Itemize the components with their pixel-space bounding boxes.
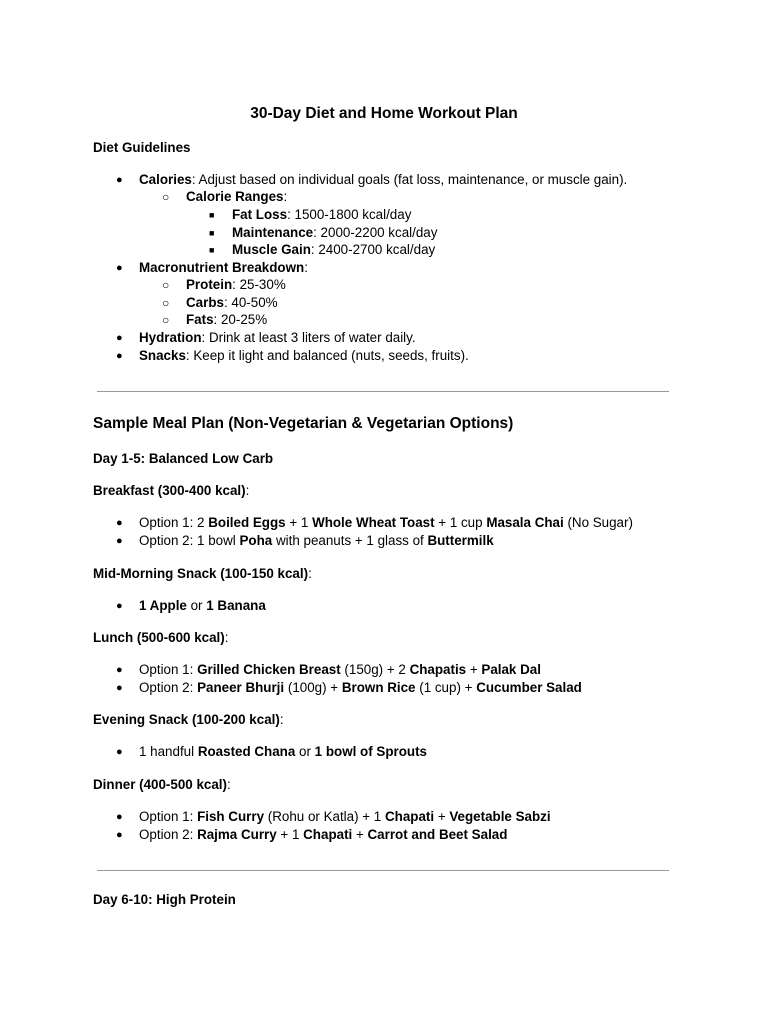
dinner-heading: Dinner (400-500 kcal):: [93, 777, 231, 792]
square-bullet-icon: ■: [209, 210, 215, 220]
day-1-5-heading: Day 1-5: Balanced Low Carb: [93, 451, 274, 466]
bullet-icon: ●: [116, 682, 123, 694]
breakfast-option-1: Option 1: 2 Boiled Eggs + 1 Whole Wheat Toast + 1 cup Masala Chai (No Sugar): [139, 515, 633, 530]
list-item-fats: Fats: 20-25%: [186, 312, 268, 327]
bullet-icon: ●: [116, 517, 123, 529]
list-item-hydration: Hydration: Drink at least 3 liters of water daily.: [139, 330, 416, 345]
dinner-option-2: Option 2: Rajma Curry + 1 Chapati + Carrot and Beet Salad: [139, 827, 508, 842]
meal-plan-heading: Sample Meal Plan (Non-Vegetarian & Vegetarian Options): [93, 415, 514, 432]
page-title: 30-Day Diet and Home Workout Plan: [250, 105, 518, 122]
list-item-snacks: Snacks: Keep it light and balanced (nuts, seeds, fruits).: [139, 348, 469, 363]
horizontal-rule: [97, 870, 669, 871]
list-item-fat-loss: Fat Loss: 1500-1800 kcal/day: [232, 207, 412, 222]
breakfast-option-2: Option 2: 1 bowl Poha with peanuts + 1 glass of Buttermilk: [139, 533, 494, 548]
mid-morning-option: 1 Apple or 1 Banana: [139, 598, 266, 613]
list-item-protein: Protein: 25-30%: [186, 277, 286, 292]
lunch-option-2: Option 2: Paneer Bhurji (100g) + Brown Rice (1 cup) + Cucumber Salad: [139, 680, 582, 695]
lunch-option-1: Option 1: Grilled Chicken Breast (150g) + 2 Chapatis + Palak Dal: [139, 662, 541, 677]
mid-morning-heading: Mid-Morning Snack (100-150 kcal):: [93, 566, 312, 581]
bullet-icon: ●: [116, 535, 123, 547]
list-item-muscle-gain: Muscle Gain: 2400-2700 kcal/day: [232, 242, 436, 257]
list-item-calories: Calories: Adjust based on individual goals (fat loss, maintenance, or muscle gain).: [139, 172, 628, 187]
breakfast-heading: Breakfast (300-400 kcal):: [93, 483, 250, 498]
evening-snack-heading: Evening Snack (100-200 kcal):: [93, 712, 284, 727]
bullet-icon: ●: [116, 746, 123, 758]
bullet-icon: ●: [116, 664, 123, 676]
evening-snack-option: 1 handful Roasted Chana or 1 bowl of Sprouts: [139, 744, 428, 759]
list-item-carbs: Carbs: 40-50%: [186, 295, 278, 310]
bullet-icon: ●: [116, 811, 123, 823]
square-bullet-icon: ■: [209, 228, 215, 238]
circle-bullet-icon: ○: [162, 278, 170, 292]
list-item-calorie-ranges: Calorie Ranges:: [186, 189, 288, 204]
diet-guidelines-heading: Diet Guidelines: [93, 140, 191, 155]
circle-bullet-icon: ○: [162, 313, 170, 327]
bullet-icon: ●: [116, 332, 123, 344]
square-bullet-icon: ■: [209, 245, 215, 255]
day-6-10-heading: Day 6-10: High Protein: [93, 892, 236, 907]
bullet-icon: ●: [116, 829, 123, 841]
list-item-maintenance: Maintenance: 2000-2200 kcal/day: [232, 225, 438, 240]
bullet-icon: ●: [116, 350, 123, 362]
circle-bullet-icon: ○: [162, 190, 170, 204]
bullet-icon: ●: [116, 174, 123, 186]
list-item-macronutrient: Macronutrient Breakdown:: [139, 260, 308, 275]
dinner-option-1: Option 1: Fish Curry (Rohu or Katla) + 1 Chapati + Vegetable Sabzi: [139, 809, 551, 824]
circle-bullet-icon: ○: [162, 296, 170, 310]
horizontal-rule: [97, 391, 669, 392]
bullet-icon: ●: [116, 262, 123, 274]
lunch-heading: Lunch (500-600 kcal):: [93, 630, 229, 645]
bullet-icon: ●: [116, 600, 123, 612]
